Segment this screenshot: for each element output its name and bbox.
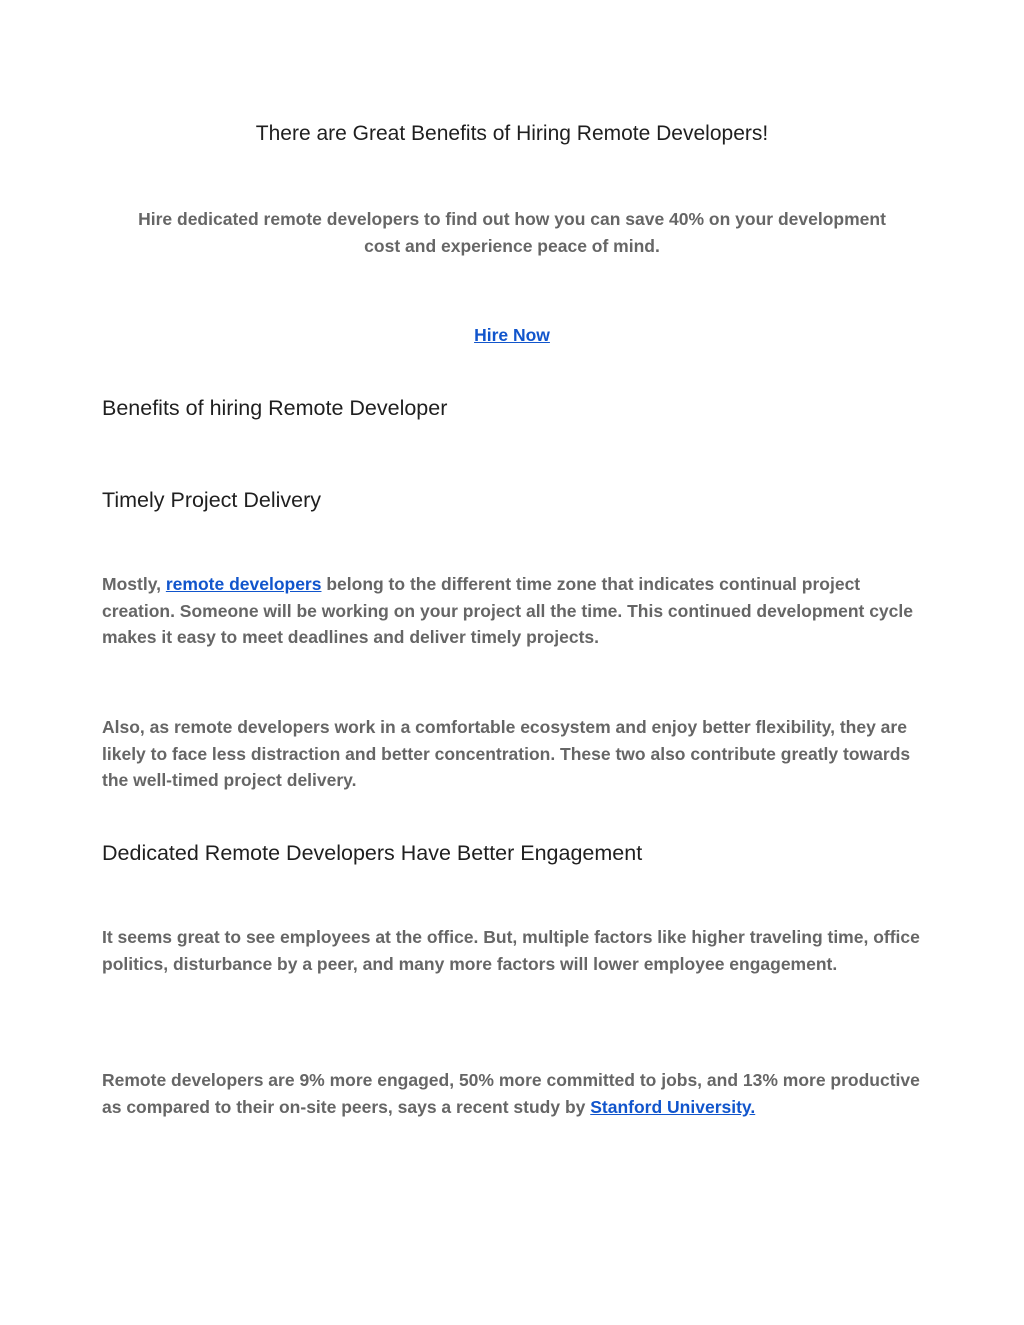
- engagement-paragraph-2: [102, 1067, 932, 1120]
- timely-delivery-heading: Timely Project Delivery: [102, 488, 322, 512]
- timely-p1-suffix: belong to the different time zone that indicates continual project creation. Someone will be working on your project all the time. This continued development cycle makes it easy to meet deadlines and deliver timely projects.: [102, 574, 913, 648]
- engagement-paragraph-1: It seems great to see employees at the office. But, multiple factors like higher traveling time, office politics, disturbance by a peer, and many more factors will lower employee engagement.: [102, 927, 920, 974]
- hire-now-container: [0, 322, 1024, 350]
- document-subtitle: Hire dedicated remote developers to find out how you can save 40% on your development cost and experience peace of mind.: [138, 209, 886, 256]
- timely-p1-prefix: Mostly,: [102, 574, 166, 594]
- timely-delivery-paragraph-1: [102, 571, 932, 651]
- engagement-heading: Dedicated Remote Developers Have Better Engagement: [102, 841, 643, 865]
- hire-now-link[interactable]: Hire Now: [474, 325, 550, 345]
- document-title: There are Great Benefits of Hiring Remote Developers!: [255, 122, 769, 145]
- benefits-heading: Benefits of hiring Remote Developer: [102, 396, 448, 420]
- engagement-p2-prefix: Remote developers are 9% more engaged, 50% more committed to jobs, and 13% more productive as compared to their on-site peers, says a recent study by: [102, 1070, 920, 1117]
- stanford-university-link[interactable]: Stanford University.: [590, 1096, 756, 1117]
- remote-developers-link[interactable]: remote developers: [165, 574, 322, 594]
- timely-delivery-paragraph-2: Also, as remote developers work in a comfortable ecosystem and enjoy better flexibility, they are likely to face less distraction and better concentration. These two also contribute greatly towards the well-timed project delivery.: [102, 717, 911, 791]
